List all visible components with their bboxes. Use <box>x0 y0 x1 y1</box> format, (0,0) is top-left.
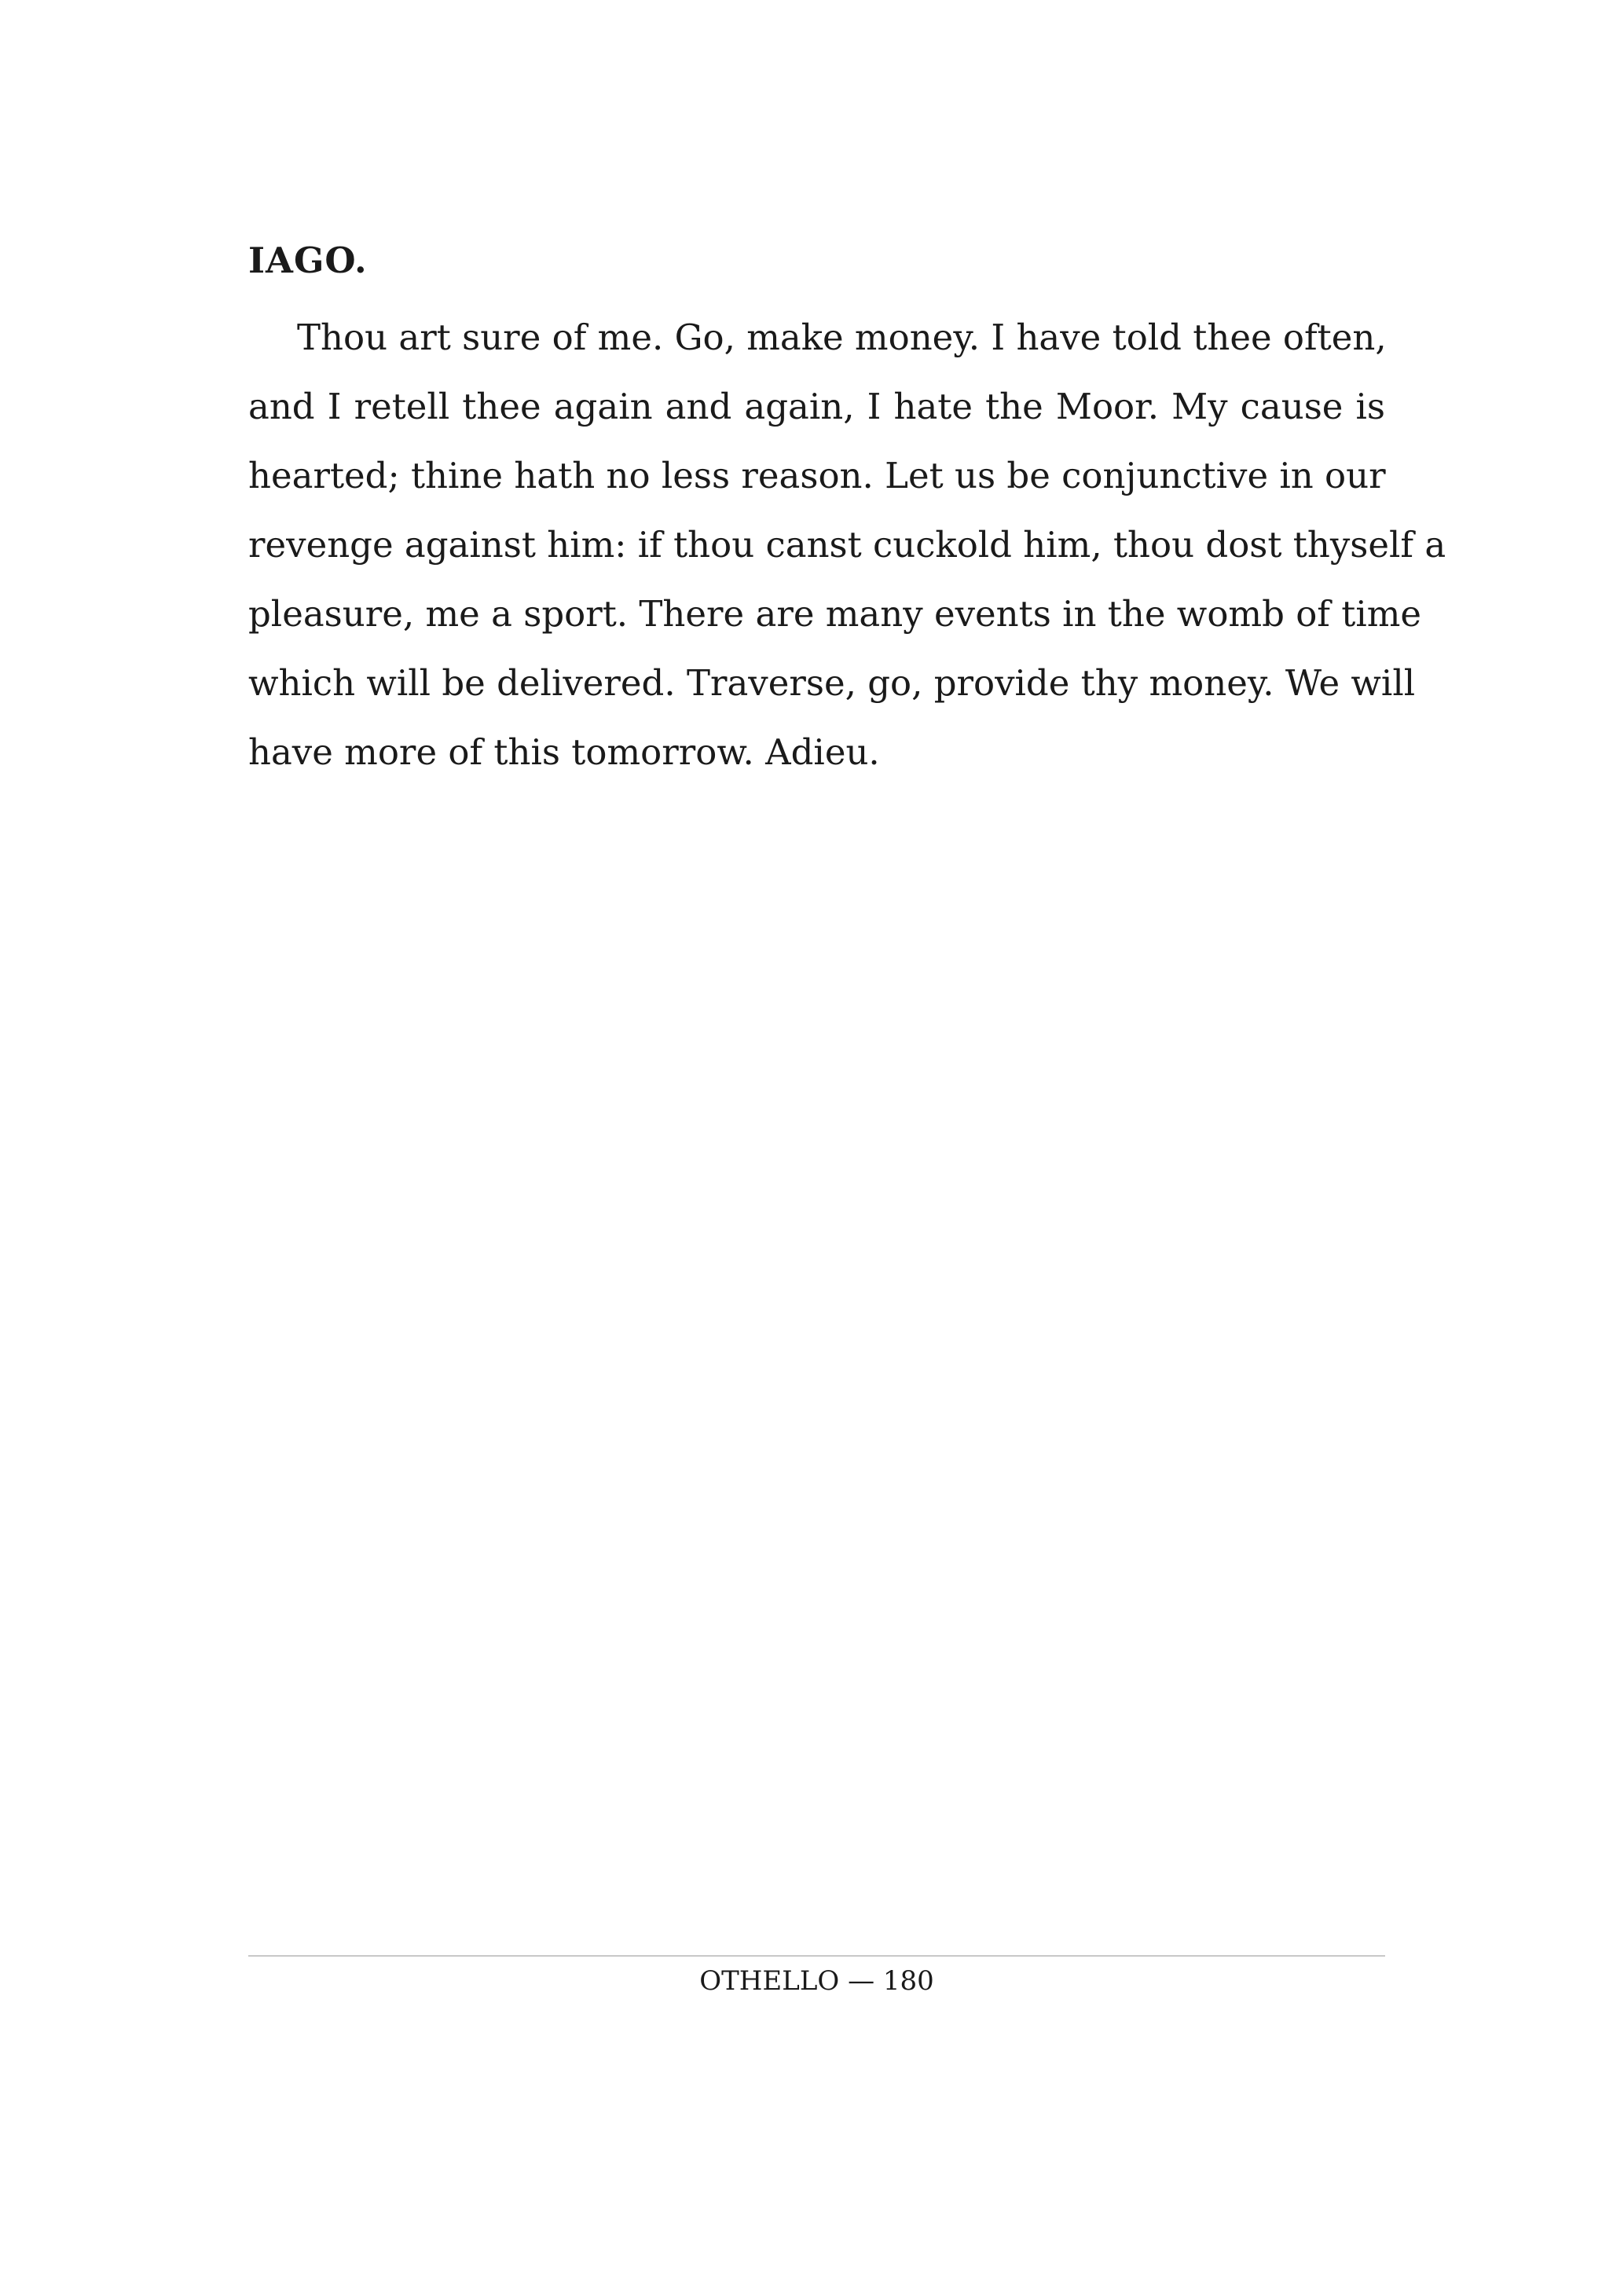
speech-paragraph <box>248 303 1446 787</box>
speech-line: Thou art sure of me. Go, make money. I have told thee often, <box>297 317 1387 358</box>
speech-line: pleasure, me a sport. There are many events in the womb of time <box>248 593 1422 635</box>
speech-line: revenge against him: if thou canst cuckold him, thou dost thyself a <box>248 524 1446 566</box>
page-footer: OTHELLO — 180 <box>699 1965 934 1997</box>
speaker-name: IAGO. <box>248 240 368 281</box>
speech-line: hearted; thine hath no less reason. Let us be conjunctive in our <box>248 455 1386 496</box>
footer-divider <box>248 1955 1385 1957</box>
speech-line: have more of this tomorrow. Adieu. <box>248 731 880 773</box>
speech-line: and I retell thee again and again, I hate the Moor. My cause is <box>248 386 1385 427</box>
speech-line: which will be delivered. Traverse, go, provide thy money. We will <box>248 662 1416 704</box>
